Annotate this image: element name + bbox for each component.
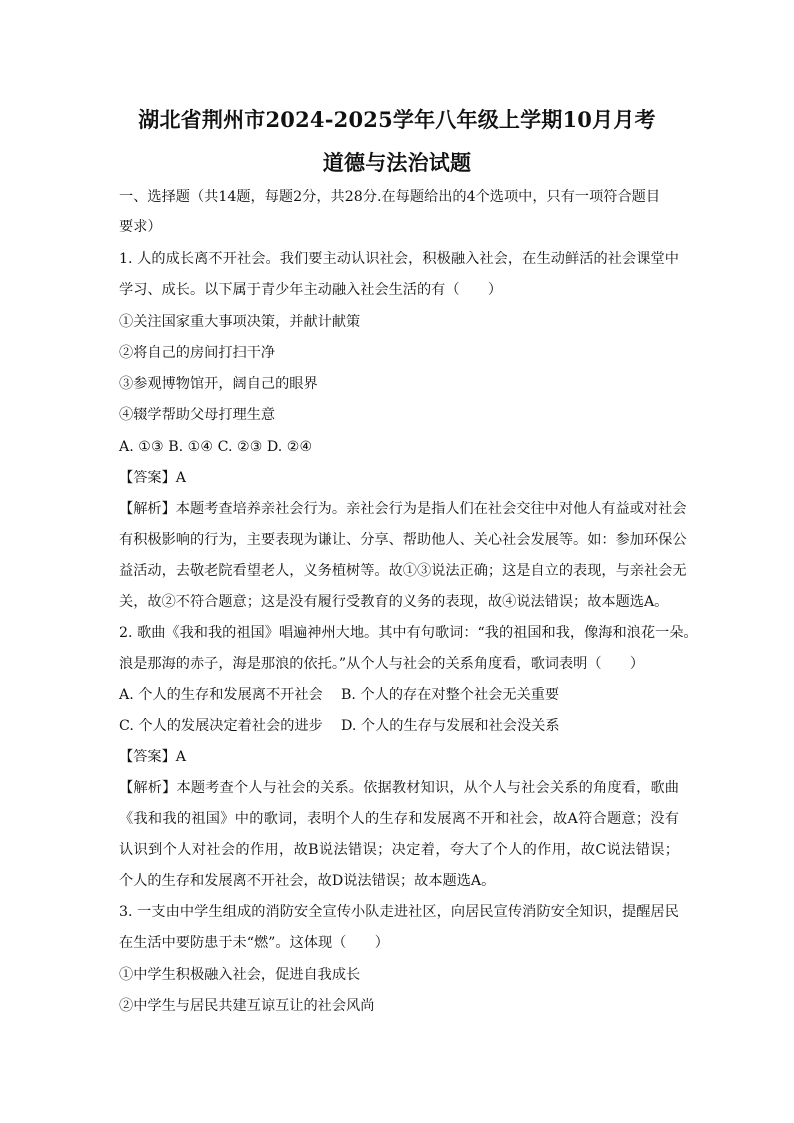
q3-statement-1: ①中学生积极融入社会，促进自我成长 [119,967,361,983]
q1-statement-3: ③参观博物馆开，阔自己的眼界 [119,376,318,392]
q1-stem-line2: 学习、成长。以下属于青少年主动融入社会生活的有（ ） [119,282,503,298]
q1-answer: 【答案】A [119,470,186,486]
q1-stem-line1: 1. 人的成长离不开社会。我们要主动认识社会，积极融入社会，在生动鲜活的社会课堂中 [119,251,679,267]
q2-analysis-line3: 认识到个人对社会的作用，故B说法错误；决定着，夸大了个人的作用，故C说法错误； [119,842,679,858]
q2-answer: 【答案】A [119,749,186,765]
q2-analysis-line4: 个人的生存和发展离不开社会，故D说法错误；故本题选A。 [119,873,496,889]
q3-stem-line2: 在生活中要防患于未“燃”。这体现（ ） [119,935,389,951]
q1-statement-1: ①关注国家重大事项决策，并献计献策 [119,314,361,330]
q1-analysis-line1: 【解析】本题考查培养亲社会行为。亲社会行为是指人们在社会交往中对他人有益或对社会 [119,501,687,517]
q1-analysis-line4: 关，故②不符合题意；这是没有履行受教育的义务的表现，故④说法错误；故本题选A。 [119,594,669,610]
section-heading-cont: 要求） [119,219,162,235]
q1-statement-2: ②将自己的房间打扫干净 [119,345,276,361]
q3-statement-2: ②中学生与居民共建互谅互让的社会风尚 [119,998,375,1014]
q2-stem-line2: 浪是那海的赤子，海是那浪的依托。”从个人与社会的关系角度看，歌词表明（ ） [119,656,645,672]
section-heading: 一、选择题（共14题，每题2分，共28分.在每题给出的4个选项中，只有一项符合题目 [119,189,661,205]
page-title: 湖北省荆州市2024-2025学年八年级上学期10月月考 [138,107,656,132]
q1-analysis-line2: 有积极影响的行为，主要表现为谦让、分享、帮助他人、关心社会发展等。如：参加环保公 [119,532,687,548]
q2-option-d: D. 个人的生存与发展和社会没关系 [341,718,560,734]
q2-analysis-line2: 《我和我的祖国》中的歌词，表明个人的生存和发展离不开和社会，故A符合题意；没有 [119,811,679,827]
q2-option-c: C. 个人的发展决定着社会的进步 [119,718,323,734]
page-subtitle: 道德与法治试题 [322,150,472,175]
q2-options-row1 [119,686,679,704]
q2-stem-line1: 2. 歌曲《我和我的祖国》唱遍神州大地。其中有句歌词：“我的祖国和我，像海和浪花一朵。 [119,625,698,641]
q2-option-b: B. 个人的存在对整个社会无关重要 [341,687,560,703]
q1-statement-4: ④辍学帮助父母打理生意 [119,407,276,423]
q1-options: A. ①③ B. ①④ C. ②③ D. ②④ [119,439,313,455]
q2-options-row2 [119,717,679,735]
q2-analysis-line1: 【解析】本题考查个人与社会的关系。依据教材知识，从个人与社会关系的角度看，歌曲 [119,780,679,796]
q3-stem-line1: 3. 一支由中学生组成的消防安全宣传小队走进社区，向居民宣传消防安全知识，提醒居民 [119,904,679,920]
q2-option-a: A. 个人的生存和发展离不开社会 [119,687,323,703]
q1-analysis-line3: 益活动，去敬老院看望老人，义务植树等。故①③说法正确；这是自立的表现，与亲社会无 [119,563,687,579]
